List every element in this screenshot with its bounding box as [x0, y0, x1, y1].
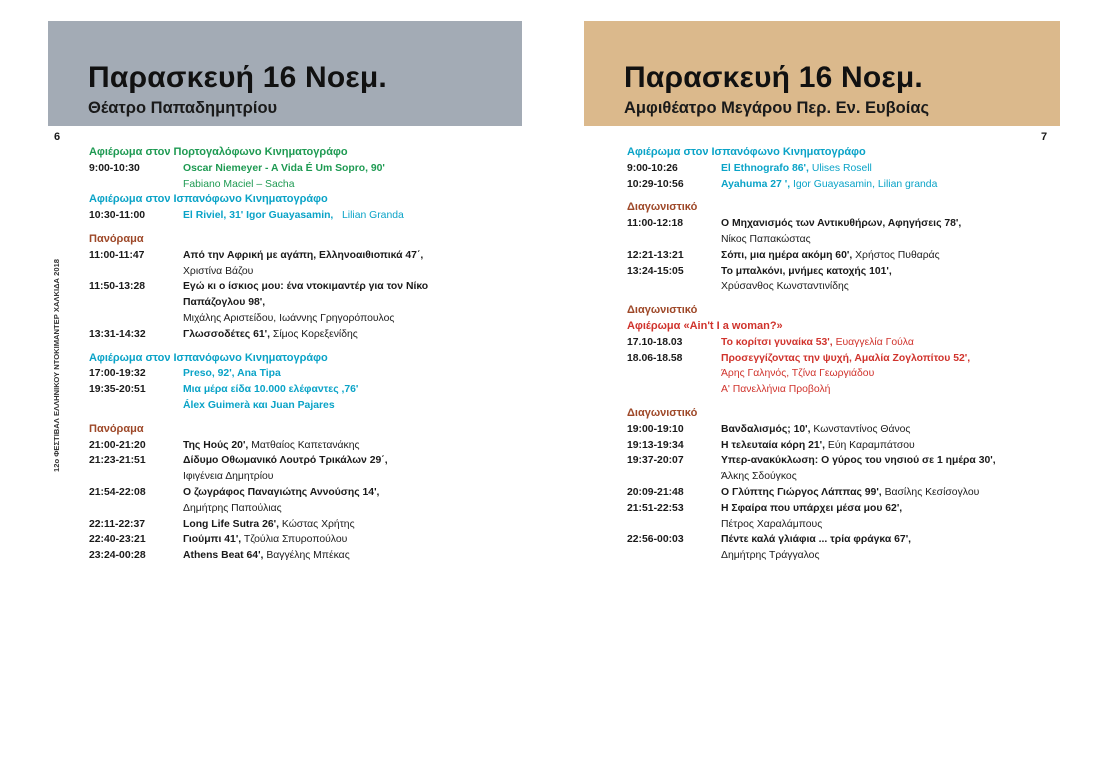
director-line: Άλκης Σδούγκος	[721, 471, 797, 483]
director-name: Σίμος Κορεξενίδης	[272, 328, 358, 340]
film-title: Γλωσσοδέτες 61',	[183, 328, 271, 340]
section-heading: Αφιέρωμα στον Ισπανόφωνο Κινηματογράφο	[89, 193, 328, 206]
director-line: Δημήτρης Παπούλιας	[183, 502, 282, 514]
schedule-row	[627, 248, 1067, 264]
schedule-row	[89, 161, 529, 177]
schedule-row	[89, 532, 529, 548]
film-title: Γιούμπι 41',	[183, 534, 242, 546]
time-slot: 22:56-00:03	[627, 534, 684, 546]
time-slot: 20:09-21:48	[627, 486, 684, 498]
time-slot: 12:21-13:21	[627, 249, 684, 261]
section-heading: Αφιέρωμα στον Ισπανόφωνο Κινηματογράφο	[89, 351, 328, 364]
director-name: Ulises Rosell	[811, 162, 872, 174]
film-title: Long Life Sutra 26',	[183, 518, 279, 530]
schedule-row	[89, 382, 529, 398]
film-title: Δίδυμο Οθωμανικό Λουτρό Τρικάλων 29΄,	[183, 455, 388, 467]
time-slot: 18.06-18.58	[627, 352, 683, 364]
director-line: Πέτρος Χαραλάμπους	[721, 518, 823, 530]
right-day-title: Παρασκευή 16 Νοεμ.	[624, 61, 923, 94]
director-line: Álex Guimerà και Juan Pajares	[183, 399, 335, 411]
director-name: Τζούλια Σπυροπούλου	[243, 534, 348, 546]
schedule-row	[627, 485, 1067, 501]
film-title: Πέντε καλά γλιάφια ... τρία φράγκα 67',	[721, 534, 912, 546]
time-slot: 13:24-15:05	[627, 265, 684, 277]
director-name: Βασίλης Κεσίσογλου	[884, 486, 980, 498]
time-slot: 11:00-12:18	[627, 218, 684, 230]
schedule-row	[89, 548, 529, 564]
time-slot: 23:24-00:28	[89, 550, 146, 562]
section-heading: Διαγωνιστικό	[627, 201, 698, 214]
film-title: Υπερ-ανακύκλωση: Ο γύρος του νησιού σε 1 ημέρα 30',	[721, 455, 996, 467]
director-name: Κωνσταντίνος Θάνος	[813, 423, 911, 435]
film-title: El Ethnografo 86',	[721, 162, 809, 174]
schedule-row	[89, 485, 529, 501]
schedule-row	[627, 161, 1067, 177]
film-title: Μια μέρα είδα 10.000 ελέφαντες ,76'	[183, 384, 359, 396]
director-name: Igor Guayasamin, Lilian granda	[792, 178, 938, 190]
film-title: Ο ζωγράφος Παναγιώτης Αννούσης 14',	[183, 486, 380, 498]
time-slot: 11:50-13:28	[89, 281, 146, 293]
time-slot: 21:54-22:08	[89, 486, 146, 498]
schedule-row	[627, 177, 1067, 193]
left-page-number: 6	[54, 131, 61, 143]
time-slot: 21:00-21:20	[89, 439, 146, 451]
time-slot: 22:40-23:21	[89, 534, 146, 546]
film-title: Η τελευταία κόρη 21',	[721, 439, 825, 451]
film-title: Η Σφαίρα που υπάρχει μέσα μου 62',	[721, 502, 903, 514]
time-slot: 21:51-22:53	[627, 502, 684, 514]
time-slot: 22:11-22:37	[89, 518, 146, 530]
film-title-continued: Παπάζογλου 98',	[183, 297, 266, 309]
film-title: Προσεγγίζοντας την ψυχή, Αμαλία Ζογλοπίτου 52',	[721, 352, 971, 364]
time-slot: 11:00-11:47	[89, 249, 145, 261]
schedule-row	[627, 438, 1067, 454]
director-name: Lilian Granda	[341, 210, 404, 222]
time-slot: 17:00-19:32	[89, 368, 146, 380]
schedule-row	[627, 264, 1067, 280]
schedule-row	[89, 366, 529, 382]
film-title: Από την Αφρική με αγάπη, Ελληνοαιθιοπικά 47΄,	[183, 249, 424, 261]
director-line: Μιχάλης Αριστείδου, Ιωάννης Γρηγορόπουλος	[183, 312, 395, 324]
time-slot: 13:31-14:32	[89, 328, 146, 340]
film-title: Ο Γλύπτης Γιώργος Λάππας 99',	[721, 486, 882, 498]
director-name: Ευαγγελία Γούλα	[835, 336, 914, 348]
director-line: Νίκος Παπακώστας	[721, 233, 811, 245]
section-heading: Αφιέρωμα στον Ισπανόφωνο Κινηματογράφο	[627, 146, 866, 158]
time-slot: 10:29-10:56	[627, 178, 684, 190]
schedule-row	[627, 216, 1067, 232]
film-title: Εγώ κι ο ίσκιος μου: ένα ντοκιμαντέρ για τον Νίκο	[183, 281, 429, 293]
schedule-row	[627, 335, 1067, 351]
director-name: Κώστας Χρήτης	[281, 518, 355, 530]
time-slot: 9:00-10:30	[89, 162, 140, 174]
schedule-row	[89, 517, 529, 533]
film-title: Σόπι, μια ημέρα ακόμη 60',	[721, 249, 853, 261]
right-schedule	[627, 145, 1067, 564]
spine-festival-text: 12ο ΦΕΣΤΙΒΑΛ ΕΛΛΗΝΙΚΟΥ ΝΤΟΚΙΜΑΝΤΕΡ ΧΑΛΚΙΔΑ 2018	[52, 258, 61, 472]
film-title: Βανδαλισμός; 10',	[721, 423, 811, 435]
film-title: Το μπαλκόνι, μνήμες κατοχής 101',	[721, 265, 892, 277]
right-page-number: 7	[1041, 131, 1048, 143]
film-title: Ayahuma 27 ',	[721, 178, 791, 190]
premiere-note: Α' Πανελλήνια Προβολή	[721, 384, 831, 396]
time-slot: 19:13-19:34	[627, 439, 684, 451]
schedule-row	[627, 351, 1067, 367]
film-title: Preso, 92', Ana Tipa	[183, 368, 281, 380]
right-venue: Αμφιθέατρο Μεγάρου Περ. Εν. Ευβοίας	[624, 99, 930, 117]
section-heading: Διαγωνιστικό	[627, 406, 698, 419]
schedule-row	[627, 422, 1067, 438]
film-title: Της Ηούς 20',	[183, 439, 249, 451]
left-venue: Θέατρο Παπαδημητρίου	[88, 99, 278, 117]
director-line: Ιφιγένεια Δημητρίου	[183, 471, 274, 483]
time-slot: 21:23-21:51	[89, 455, 146, 467]
director-name: Ματθαίος Καπετανάκης	[251, 439, 360, 451]
right-page	[550, 0, 1100, 759]
director-name: Εύη Καραμπάτσου	[827, 439, 915, 451]
time-slot: 10:30-11:00	[89, 210, 146, 222]
film-title: Ο Μηχανισμός των Αντικυθήρων, Αφηγήσεις 78',	[721, 218, 962, 230]
film-title: Το κορίτσι γυναίκα 53',	[721, 336, 833, 348]
film-title: Athens Beat 64',	[183, 550, 264, 562]
director-line: Fabiano Maciel – Sacha	[183, 178, 295, 190]
director-line: Άρης Γαληνός, Τζίνα Γεωργιάδου	[721, 368, 875, 380]
director-name: Βαγγέλης Μπέκας	[266, 550, 350, 562]
schedule-row	[89, 438, 529, 454]
section-heading: Πανόραμα	[89, 422, 144, 435]
left-schedule	[89, 145, 529, 564]
schedule-row	[89, 279, 529, 295]
right-header-band	[584, 21, 1060, 126]
left-header-band	[48, 21, 522, 126]
time-slot: 19:37-20:07	[627, 455, 684, 467]
director-name: Χρήστος Πυθαράς	[855, 249, 940, 261]
schedule-row	[627, 501, 1067, 517]
schedule-row	[627, 532, 1067, 548]
section-subheading: Αφιέρωμα «Ain't I a woman?»	[627, 319, 783, 332]
left-day-title: Παρασκευή 16 Νοεμ.	[88, 61, 387, 94]
director-line: Χριστίνα Βάζου	[183, 265, 254, 277]
schedule-row	[89, 208, 529, 224]
time-slot: 9:00-10:26	[627, 162, 678, 174]
time-slot: 19:35-20:51	[89, 384, 146, 396]
section-heading: Διαγωνιστικό	[627, 304, 698, 317]
schedule-row	[627, 453, 1067, 469]
time-slot: 19:00-19:10	[627, 423, 684, 435]
schedule-row	[89, 248, 529, 264]
section-heading: Πανόραμα	[89, 232, 144, 245]
director-line: Δημήτρης Τράγγαλος	[721, 550, 820, 562]
time-slot: 17.10-18.03	[627, 336, 683, 348]
section-heading: Αφιέρωμα στον Πορτογαλόφωνο Κινηματογράφο	[89, 146, 348, 158]
schedule-row	[89, 327, 529, 343]
director-line: Χρύσανθος Κωνσταντινίδης	[721, 281, 849, 293]
film-title: El Riviel, 31' Igor Guayasamin,	[183, 210, 334, 222]
film-title: Oscar Niemeyer - A Vida É Um Sopro, 90'	[183, 162, 385, 174]
schedule-row	[89, 453, 529, 469]
